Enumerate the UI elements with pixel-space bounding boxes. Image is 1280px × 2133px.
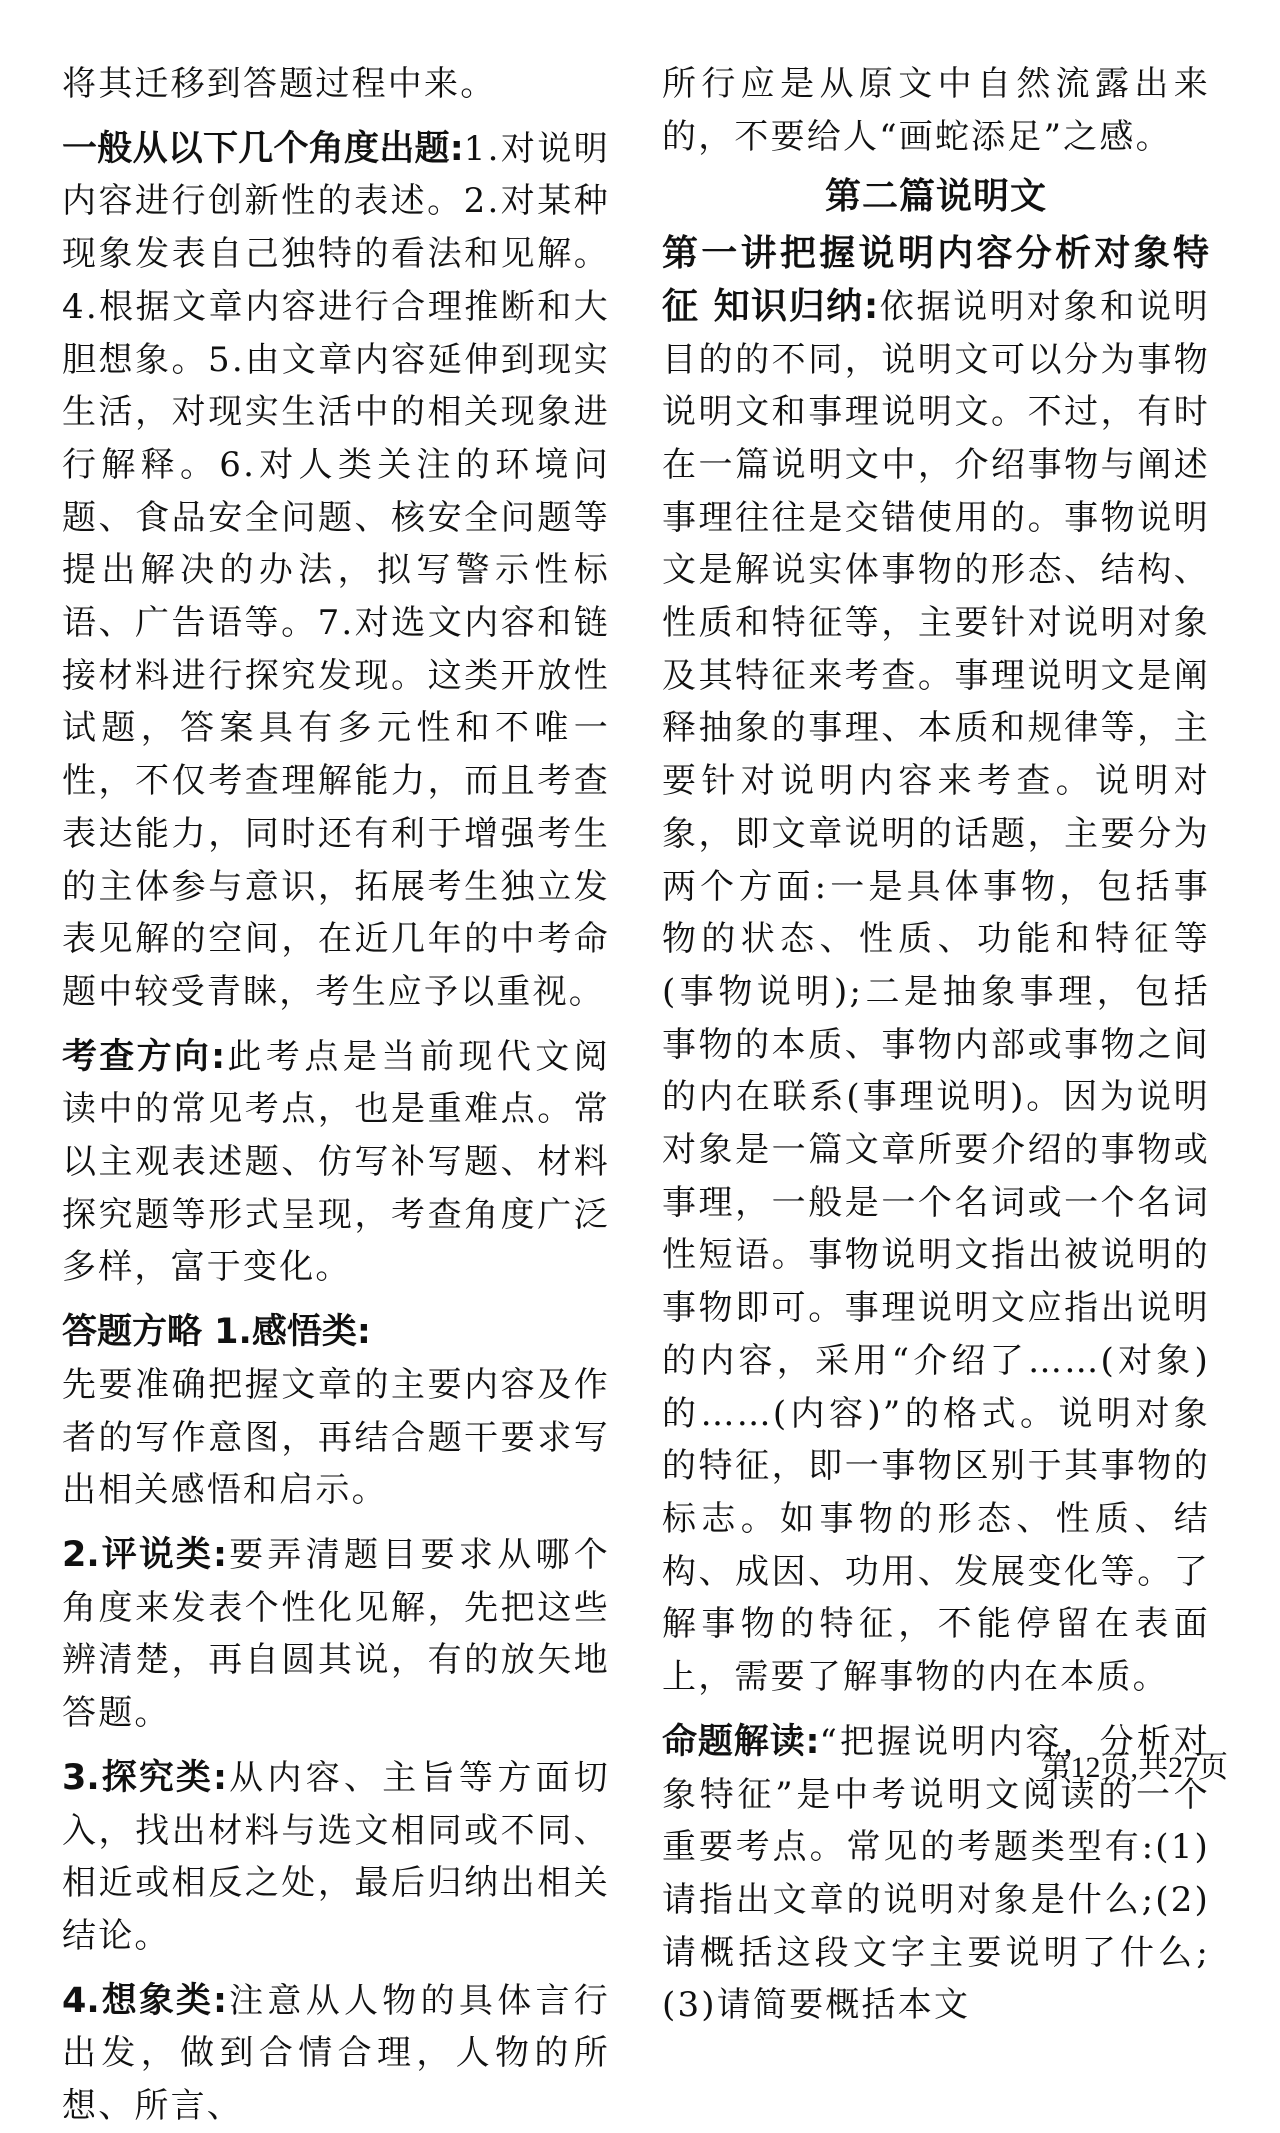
section-title: 第二篇说明文: [824, 176, 1047, 218]
interpret-text: “把握说明内容，分析对象特征”是中考说明文阅读的一个重要考点。常见的考题类型有:(1)请指出文章的说明对象是什么;(2)请概括这段文字主要说明了什么;(3)请简要概括本文: [662, 1721, 1210, 2026]
imagine-label: 4.想象类:: [62, 1980, 228, 2021]
paragraph-continuation-right: 所行应是从原文中自然流露出来的，不要给人“画蛇添足”之感。: [662, 64, 1210, 157]
direction-text: 此考点是当前现代文阅读中的常见考点，也是重难点。常以主观表述题、仿写补写题、材料探究题等形式呈现，考查角度广泛多样，富于变化。: [62, 1036, 610, 1288]
paragraph-comment: [62, 1529, 610, 1740]
angles-text: 1.对说明内容进行创新性的表述。2.对某种现象发表自己独特的看法和见解。4.根据文章内容进行合理推断和大胆想象。5.由文章内容延伸到现实生活，对现实生活中的相关现象进行解释。6.对人类关注的环境问题、食品安全问题、核安全问题等提出解决的办法，拟写警示性标语、广告语等。7.对选文内容和链接材料进行探究发现。这类开放性试题，答案具有多元性和不唯一性，不仅考查理解能力，而且考查表达能力，同时还有利于增强考生的主体参与意识，拓展考生独立发表见解的空间，在近几年的中考命题中较受青睐，考生应予以重视。: [62, 128, 610, 1012]
knowledge-text: 依据说明对象和说明目的的不同，说明文可以分为事物说明文和事理说明文。不过，有时在一篇说明文中，介绍事物与阐述事理往往是交错使用的。事物说明文是解说实体事物的形态、结构、性质和特征等，主要针对说明对象及其特征来考查。事理说明文是阐释抽象的事理、本质和规律等，主要针对说明内容来考查。说明对象，即文章说明的话题，主要分为两个方面:一是具体事物，包括事物的状态、性质、功能和特征等(事物说明);二是抽象事理，包括事物的本质、事物内部或事物之间的内在联系(事理说明)。因为说明对象是一篇文章所要介绍的事物或事理，一般是一个名词或一个名词性短语。事物说明文指出被说明的事物即可。事理说明文应指出说明的内容，采用“介绍了……(对象)的……(内容)”的格式。说明对象的特征，即一事物区别于其事物的标志。如事物的形态、性质、结构、成因、功用、发展变化等。了解事物的特征，不能停留在表面上，需要了解事物的内在本质。: [662, 286, 1210, 1698]
direction-label: 考查方向:: [62, 1036, 226, 1077]
paragraph-knowledge: [662, 228, 1210, 1704]
paragraph-imagine: [62, 1975, 610, 2133]
left-column: [62, 58, 610, 2133]
explore-text: 从内容、主旨等方面切入，找出材料与选文相同或不同、相近或相反之处，最后归纳出相关结论。: [62, 1757, 610, 1956]
paragraph-continuation: 将其迁移到答题过程中来。: [62, 64, 497, 104]
imagine-text: 注意从人物的具体言行出发，做到合情合理，人物的所想、所言、: [62, 1980, 610, 2127]
right-column: [662, 58, 1210, 2032]
lecture-title: 第一讲把握说明内容分析对象特征 知识归纳:: [662, 233, 1210, 327]
comment-label: 2.评说类:: [62, 1534, 228, 1575]
page-number: 第12页,共27页: [1040, 1751, 1228, 1784]
strategy-heading: 答题方略 1.感悟类:: [62, 1312, 371, 1353]
paragraph-question-angles: [62, 123, 610, 1019]
angles-label: 一般从以下几个角度出题:: [62, 128, 464, 169]
interpret-label: 命题解读:: [662, 1721, 820, 1762]
explore-label: 3.探究类:: [62, 1757, 228, 1798]
paragraph-explore: [62, 1752, 610, 1963]
strategy-text: 先要准确把握文章的主要内容及作者的写作意图，再结合题干要求写出相关感悟和启示。: [62, 1364, 610, 1511]
paragraph-exam-direction: [62, 1031, 610, 1295]
comment-text: 要弄清题目要求从哪个角度来发表个性化见解，先把这些辨清楚，再自圆其说，有的放矢地答题。: [62, 1534, 610, 1734]
